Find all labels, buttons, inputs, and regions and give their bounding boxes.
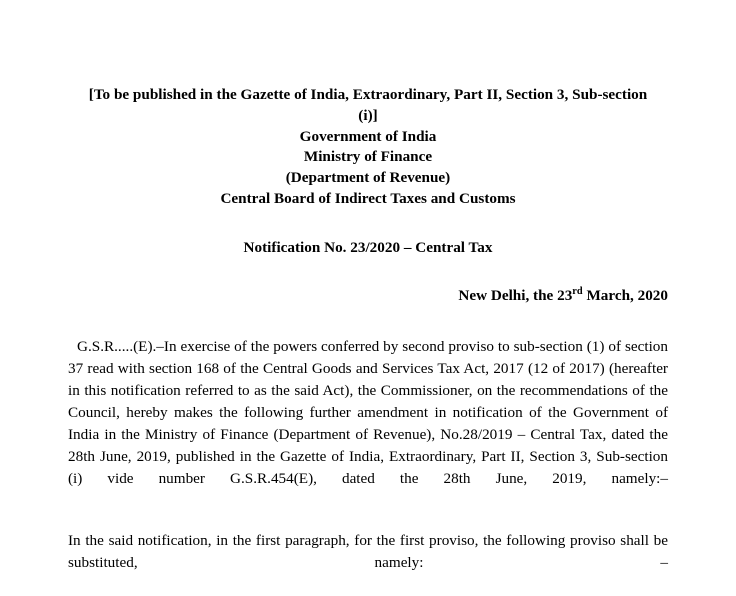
body-paragraph-amendment-instruction: In the said notification, in the first paragraph, for the first proviso, the following proviso shall be substituted, namely: – [68, 532, 668, 572]
document-content [68, 85, 668, 596]
header-line-ministry-of-finance: Ministry of Finance [303, 148, 433, 166]
notification-date-line [68, 286, 668, 307]
body-paragraph-enabling-provision: G.S.R.....(E).–In exercise of the powers conferred by second proviso to sub-section (1) of section 37 read with section 168 of the Central Goods and Services Tax Act, 2017 (12 of 2017) (hereafter in this notification referred to as the said Act), the Commissioner, on the recommendations of the Council, hereby makes the following further amendment in notification of the Government of India in the Ministry of Finance (Department of Revenue), No.28/2019 – Central Tax, dated the 28th June, 2019, published in the Gazette of India, Extraordinary, Part II, Section 3, Sub-section (i) vide number G.S.R.454(E), dated the 28th June, 2019, namely:– [68, 338, 668, 488]
header-line-government-of-india: Government of India [299, 127, 437, 145]
gazette-publication-line: [To be published in the Gazette of India, Extraordinary, Part II, Section 3, Sub-section (i)] [88, 86, 648, 124]
document-header [68, 85, 668, 210]
notification-number-title: Notification No. 23/2020 – Central Tax [243, 238, 493, 256]
header-line-department-of-revenue: (Department of Revenue) [285, 169, 451, 187]
date-prefix: New Delhi, the 23 [458, 286, 573, 304]
header-line-central-board: Central Board of Indirect Taxes and Customs [220, 189, 516, 207]
date-ordinal-suffix: rd [572, 285, 583, 297]
date-suffix: March, 2020 [582, 286, 668, 304]
